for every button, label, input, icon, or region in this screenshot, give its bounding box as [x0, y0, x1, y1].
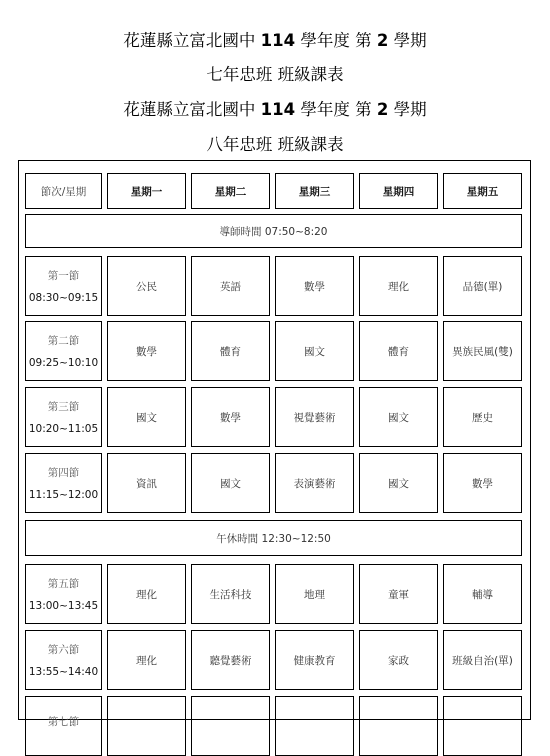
class-cell-wednesday: 國文 — [275, 321, 354, 381]
period-label-cell — [25, 321, 102, 381]
period-time: 10:20~11:05 — [28, 423, 99, 435]
class-cell-monday: 數學 — [107, 321, 186, 381]
class-cell-tuesday: 數學 — [191, 387, 270, 447]
header-tuesday: 星期二 — [191, 173, 270, 209]
class-cell-monday — [107, 696, 186, 756]
school-semester-title — [0, 31, 550, 51]
class-cell-monday: 公民 — [107, 256, 186, 316]
title-semester: 2 — [376, 31, 389, 50]
period-label-cell — [25, 630, 102, 690]
period-name: 第六節 — [47, 644, 80, 656]
title-school: 花蓮縣立富北國中 — [123, 31, 261, 50]
lunch-break-time: 午休時間 12:30~12:50 — [25, 520, 522, 556]
title-mid: 學年度 第 — [295, 100, 377, 119]
class-schedule-title: 七年忠班 班級課表 — [206, 65, 344, 84]
class-cell-friday: 歷史 — [443, 387, 522, 447]
period-time: 13:00~13:45 — [28, 600, 99, 612]
period-name: 第三節 — [47, 401, 80, 413]
class-cell-tuesday: 體育 — [191, 321, 270, 381]
class-cell-tuesday — [191, 696, 270, 756]
class-cell-wednesday — [275, 696, 354, 756]
period-time: 13:55~14:40 — [28, 666, 99, 678]
period-time: 08:30~09:15 — [28, 292, 99, 304]
class-cell-wednesday: 表演藝術 — [275, 453, 354, 513]
period-name: 第一節 — [47, 270, 80, 282]
header-friday: 星期五 — [443, 173, 522, 209]
class-cell-thursday: 童軍 — [359, 564, 438, 624]
title-post: 學期 — [388, 31, 427, 50]
header-thursday: 星期四 — [359, 173, 438, 209]
class-cell-monday: 資訊 — [107, 453, 186, 513]
class-cell-tuesday: 英語 — [191, 256, 270, 316]
period-name: 第七節 — [47, 716, 80, 728]
class-cell-wednesday: 數學 — [275, 256, 354, 316]
class-cell-thursday: 體育 — [359, 321, 438, 381]
class-cell-wednesday: 視覺藝術 — [275, 387, 354, 447]
class-cell-tuesday: 生活科技 — [191, 564, 270, 624]
period-name: 第四節 — [47, 467, 80, 479]
header-period-day: 節次/星期 — [25, 173, 102, 209]
class-schedule-title: 八年忠班 班級課表 — [206, 135, 344, 154]
timetable — [18, 160, 531, 728]
title-mid: 學年度 第 — [295, 31, 377, 50]
period-label-cell — [25, 564, 102, 624]
header-monday: 星期一 — [107, 173, 186, 209]
title-year: 114 — [260, 31, 296, 50]
homeroom-time: 導師時間 07:50~8:20 — [25, 214, 522, 248]
class-cell-monday: 理化 — [107, 630, 186, 690]
class-cell-friday: 數學 — [443, 453, 522, 513]
title-year: 114 — [260, 100, 296, 119]
class-cell-friday: 班級自治(單) — [443, 630, 522, 690]
class-cell-friday — [443, 696, 522, 756]
class-cell-monday: 國文 — [107, 387, 186, 447]
period-label-cell — [25, 387, 102, 447]
class-cell-thursday: 家政 — [359, 630, 438, 690]
class-cell-tuesday: 聽覺藝術 — [191, 630, 270, 690]
title-school: 花蓮縣立富北國中 — [123, 100, 261, 119]
class-cell-wednesday: 健康教育 — [275, 630, 354, 690]
school-semester-title — [0, 100, 550, 120]
period-name: 第二節 — [47, 335, 80, 347]
period-label-cell — [25, 696, 102, 756]
period-label-cell — [25, 256, 102, 316]
period-time: 11:15~12:00 — [28, 489, 99, 501]
period-time: 09:25~10:10 — [28, 357, 99, 369]
class-cell-thursday: 國文 — [359, 387, 438, 447]
class-cell-wednesday: 地理 — [275, 564, 354, 624]
title-semester: 2 — [376, 100, 389, 119]
title-post: 學期 — [388, 100, 427, 119]
class-cell-thursday — [359, 696, 438, 756]
class-cell-thursday: 理化 — [359, 256, 438, 316]
class-cell-tuesday: 國文 — [191, 453, 270, 513]
class-cell-thursday: 國文 — [359, 453, 438, 513]
period-label-cell — [25, 453, 102, 513]
header-wednesday: 星期三 — [275, 173, 354, 209]
class-cell-friday: 輔導 — [443, 564, 522, 624]
class-cell-friday: 品德(單) — [443, 256, 522, 316]
class-cell-monday: 理化 — [107, 564, 186, 624]
period-name: 第五節 — [47, 578, 80, 590]
class-cell-friday: 異族民風(雙) — [443, 321, 522, 381]
